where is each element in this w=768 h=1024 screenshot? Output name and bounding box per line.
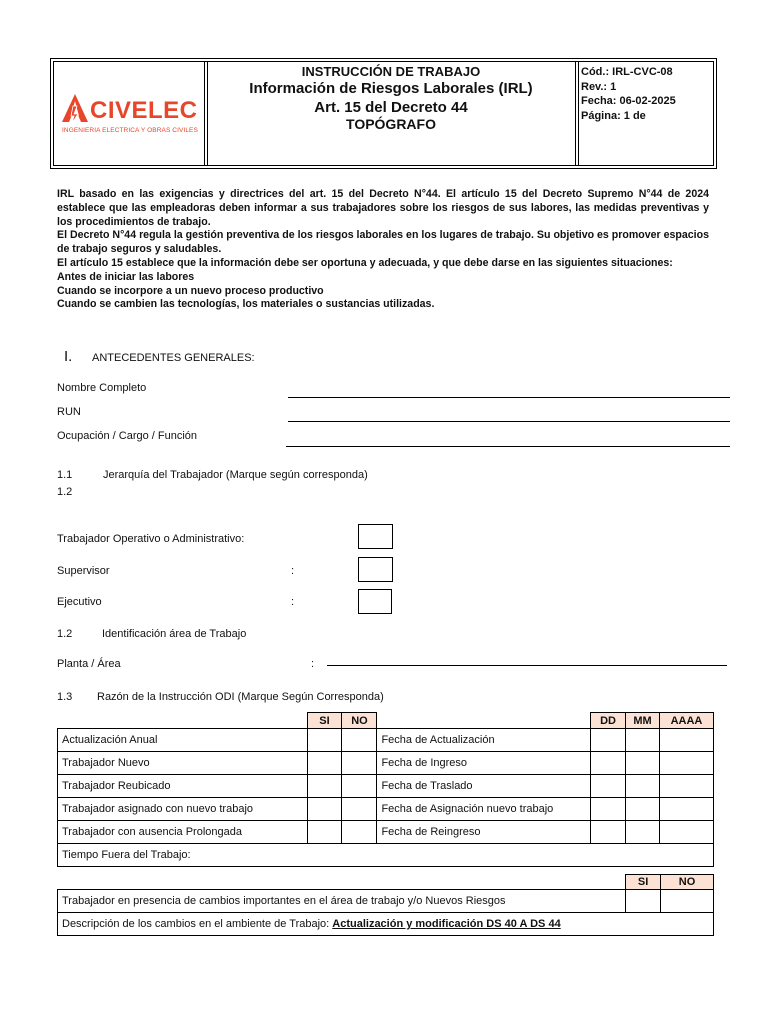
field-label-planta: Planta / Área <box>57 658 121 670</box>
reason-label: Trabajador con ausencia Prolongada <box>58 821 308 844</box>
col-header-no: NO <box>342 713 377 729</box>
description-label: Descripción de los cambios en el ambiente de Trabajo: <box>62 918 333 930</box>
intro-list-item: Antes de iniciar las labores <box>57 270 195 283</box>
time-out-label[interactable]: Tiempo Fuera del Trabajo: <box>58 844 714 867</box>
si-cell[interactable] <box>307 821 342 844</box>
odi-reason-table <box>57 712 714 867</box>
date-label: Fecha de Ingreso <box>377 752 591 775</box>
table-row <box>58 752 714 775</box>
si-cell[interactable] <box>307 798 342 821</box>
table-row <box>58 890 714 913</box>
table-row <box>58 913 714 936</box>
col-header-si: SI <box>307 713 342 729</box>
dd-cell[interactable] <box>591 775 626 798</box>
description-value: Actualización y modificación DS 40 A DS 44 <box>332 918 561 930</box>
table-cell-empty <box>377 713 591 729</box>
option-label-supervisor: Supervisor <box>57 565 110 577</box>
doc-page: Página: 1 de <box>581 109 646 122</box>
doc-revision: Rev.: 1 <box>581 80 617 93</box>
field-label-nombre: Nombre Completo <box>57 382 147 394</box>
no-cell[interactable] <box>342 752 377 775</box>
changes-table <box>57 874 714 936</box>
doc-code: Cód.: IRL-CVC-08 <box>581 66 673 78</box>
civelec-logo-icon <box>60 92 90 124</box>
intro-list-item: Cuando se cambien las tecnologías, los materiales o sustancias utilizadas. <box>57 298 435 311</box>
si-cell[interactable] <box>307 729 342 752</box>
header-divider <box>578 61 579 166</box>
table-row <box>58 844 714 867</box>
aaaa-cell[interactable] <box>659 729 713 752</box>
date-label: Fecha de Traslado <box>377 775 591 798</box>
colon: : <box>311 658 315 670</box>
no-cell[interactable] <box>342 821 377 844</box>
aaaa-cell[interactable] <box>659 798 713 821</box>
col-header-mm: MM <box>626 713 660 729</box>
title-line-2: Información de Riesgos Laborales (IRL) <box>249 80 533 97</box>
intro-paragraph: El Decreto N°44 regula la gestión preventiva de los riesgos laborales en los lugares de trabajo. Su objetivo es promover espacios de trabajo seguros y saludables. <box>57 229 709 256</box>
logo-text: CIVELEC <box>90 97 198 124</box>
table-header-row <box>58 875 714 890</box>
dd-cell[interactable] <box>591 729 626 752</box>
table-row <box>58 729 714 752</box>
reason-label: Trabajador asignado con nuevo trabajo <box>58 798 308 821</box>
field-line-ocupacion[interactable] <box>286 446 730 447</box>
col-header-dd: DD <box>591 713 626 729</box>
checkbox-ejecutivo[interactable] <box>358 589 392 614</box>
table-row <box>58 775 714 798</box>
mm-cell[interactable] <box>626 821 660 844</box>
section-title-jerarquia: Jerarquía del Trabajador (Marque según corresponda) <box>103 469 368 481</box>
intro-paragraph: IRL basado en las exigencias y directrices del art. 15 del Decreto N°44. El artículo 15 del Decreto Supremo N°44 de 2024 establece que las empleadoras deben informar a sus trabajadores sobre los riesgos de sus labores, las medidas preventivas y los procedimientos de trabajo. <box>57 188 709 228</box>
document-code-block <box>581 65 713 123</box>
section-title: ANTECEDENTES GENERALES: <box>92 352 255 364</box>
section-title-area: Identificación área de Trabajo <box>102 628 247 640</box>
checkbox-supervisor[interactable] <box>358 557 393 582</box>
reason-label: Trabajador Nuevo <box>58 752 308 775</box>
title-line-1: INSTRUCCIÓN DE TRABAJO <box>301 64 481 79</box>
changes-description <box>58 913 714 936</box>
header-divider <box>575 61 576 166</box>
checkbox-operativo[interactable] <box>358 524 393 549</box>
field-line-run[interactable] <box>288 421 730 422</box>
table-cell-empty <box>58 875 626 890</box>
changes-label: Trabajador en presencia de cambios importantes en el área de trabajo y/o Nuevos Riesgos <box>58 890 626 913</box>
section-number: 1.2 <box>57 628 73 640</box>
no-cell[interactable] <box>342 775 377 798</box>
field-label-run: RUN <box>57 406 81 418</box>
no-cell[interactable] <box>342 798 377 821</box>
colon: : <box>291 565 295 577</box>
dd-cell[interactable] <box>591 752 626 775</box>
header-divider <box>204 61 205 166</box>
dd-cell[interactable] <box>591 821 626 844</box>
doc-date: Fecha: 06-02-2025 <box>581 95 676 107</box>
date-label: Fecha de Asignación nuevo trabajo <box>377 798 591 821</box>
field-line-planta[interactable] <box>327 665 727 666</box>
no-cell[interactable] <box>342 729 377 752</box>
mm-cell[interactable] <box>626 729 660 752</box>
aaaa-cell[interactable] <box>659 752 713 775</box>
si-cell[interactable] <box>626 890 661 913</box>
dd-cell[interactable] <box>591 798 626 821</box>
reason-label: Trabajador Reubicado <box>58 775 308 798</box>
option-label-operativo: Trabajador Operativo o Administrativo: <box>57 533 245 545</box>
col-header-si: SI <box>626 875 661 890</box>
section-number: 1.1 <box>57 469 73 481</box>
section-number: 1.3 <box>57 691 73 703</box>
table-header-row <box>58 713 714 729</box>
title-line-4: TOPÓGRAFO <box>346 116 436 132</box>
col-header-no: NO <box>661 875 714 890</box>
si-cell[interactable] <box>307 752 342 775</box>
option-label-ejecutivo: Ejecutivo <box>57 596 102 608</box>
field-label-ocupacion: Ocupación / Cargo / Función <box>57 430 198 442</box>
colon: : <box>291 596 295 608</box>
mm-cell[interactable] <box>626 798 660 821</box>
table-cell-empty <box>58 713 308 729</box>
intro-text <box>57 188 709 312</box>
section-numeral: I. <box>64 348 73 365</box>
logo-subtitle: INGENIERIA ELECTRICA Y OBRAS CIVILES <box>62 127 198 134</box>
no-cell[interactable] <box>661 890 714 913</box>
mm-cell[interactable] <box>626 775 660 798</box>
intro-paragraph: El artículo 15 establece que la información debe ser oportuna y adecuada, y que debe darse en las siguientes situaciones: <box>57 256 673 269</box>
document-title <box>208 64 574 132</box>
aaaa-cell[interactable] <box>659 821 713 844</box>
reason-label: Actualización Anual <box>58 729 308 752</box>
col-header-aaaa: AAAA <box>659 713 713 729</box>
field-line-nombre[interactable] <box>288 397 730 398</box>
date-label: Fecha de Actualización <box>377 729 591 752</box>
table-row <box>58 798 714 821</box>
mm-cell[interactable] <box>626 752 660 775</box>
table-row <box>58 821 714 844</box>
section-number: 1.2 <box>57 486 73 498</box>
aaaa-cell[interactable] <box>659 775 713 798</box>
date-label: Fecha de Reingreso <box>377 821 591 844</box>
si-cell[interactable] <box>307 775 342 798</box>
section-title-razon: Razón de la Instrucción ODI (Marque Según Corresponda) <box>97 691 384 703</box>
title-line-3: Art. 15 del Decreto 44 <box>314 99 468 116</box>
intro-list-item: Cuando se incorpore a un nuevo proceso productivo <box>57 284 324 297</box>
